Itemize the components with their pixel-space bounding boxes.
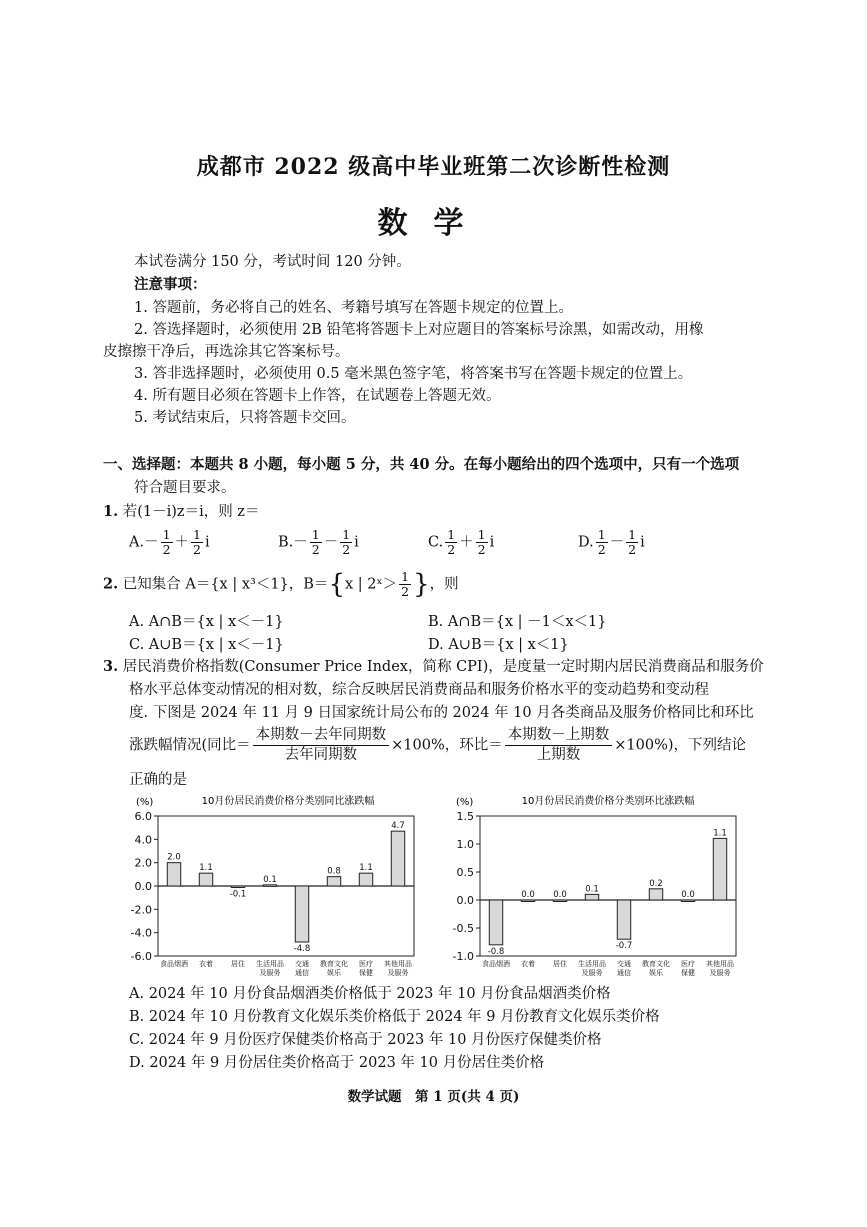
denominator: 2 xyxy=(193,542,201,557)
y-tick-label: -4.0 xyxy=(130,926,152,940)
bar xyxy=(713,838,726,900)
notice-item: 3. 答非选择题时，必须使用 0.5 毫米黑色签字笔，将答案书写在答题卡规定的位置上。 xyxy=(134,366,693,382)
subject-title: 数学 xyxy=(377,206,490,241)
y-tick-label: 0.0 xyxy=(456,894,474,907)
question-3-stem-line: 正确的是 xyxy=(129,772,187,788)
question-3-stem-line: 度. 下图是 2024 年 11 月 9 日国家统计局公布的 2024 年 10 月各类商品及服务价格同比和环比 xyxy=(129,705,754,721)
question-text: ×100%)，下列结论 xyxy=(614,737,747,754)
question-number: 3. xyxy=(103,658,119,675)
data-label: 0.1 xyxy=(263,874,277,885)
data-label: -0.7 xyxy=(615,941,633,952)
bar xyxy=(617,900,630,939)
question-1-option-a xyxy=(129,528,210,557)
data-label: 2.0 xyxy=(167,852,181,863)
category-label: 教育文化 xyxy=(320,960,348,968)
denominator: 去年同期数 xyxy=(284,747,358,763)
fraction xyxy=(399,570,411,599)
question-1-option-d xyxy=(578,528,645,557)
category-label: 其他用品 xyxy=(384,960,412,968)
option-label: A. xyxy=(129,534,145,551)
question-3-option-b: B. 2024 年 10 月份教育文化娱乐类价格低于 2024 年 9 月份教育文化娱乐类价格 xyxy=(129,1009,660,1025)
category-label: 及服务 xyxy=(387,969,409,977)
y-tick-label: 1.0 xyxy=(456,838,474,851)
category-label: 通信 xyxy=(295,969,309,977)
data-label: -0.8 xyxy=(487,946,505,957)
notice-item: 1. 答题前，务必将自己的姓名、考籍号填写在答题卡规定的位置上。 xyxy=(134,300,573,316)
yoy-fraction xyxy=(253,726,390,765)
mom-bar-chart xyxy=(440,790,740,980)
data-label: -4.8 xyxy=(293,944,311,954)
numerator: 本期数－上期数 xyxy=(505,726,613,746)
question-text: 涨跌幅情况(同比＝ xyxy=(129,737,251,754)
notice-item: 5. 考试结束后，只将答题卡交回。 xyxy=(134,410,356,426)
denominator: 2 xyxy=(597,542,606,557)
fraction xyxy=(161,528,173,557)
data-label: -0.1 xyxy=(229,889,247,900)
imaginary-unit: i xyxy=(640,534,645,551)
data-label: 0.0 xyxy=(553,890,567,900)
option-label: B. xyxy=(278,534,294,551)
bar xyxy=(585,894,598,900)
category-label: 医疗 xyxy=(359,960,373,968)
notice-item: 2. 答选择题时，必须使用 2B 铅笔将答题卡上对应题目的答案标号涂黑，如需改动，用橡 xyxy=(134,322,704,338)
fraction xyxy=(596,528,608,557)
fraction xyxy=(191,528,203,557)
bar xyxy=(553,900,566,902)
bar xyxy=(327,877,340,886)
fraction xyxy=(340,528,352,557)
bar xyxy=(391,831,404,886)
question-2-stem xyxy=(103,570,459,599)
fraction xyxy=(310,528,322,557)
numerator: 1 xyxy=(311,527,320,542)
plus-sign: ＋ xyxy=(459,534,474,551)
denominator: 上期数 xyxy=(536,747,581,763)
fraction xyxy=(445,528,457,557)
bar xyxy=(295,886,308,942)
question-3-option-a: A. 2024 年 10 月份食品烟酒类价格低于 2023 年 10 月份食品烟酒类价格 xyxy=(129,986,611,1002)
category-label: 及服务 xyxy=(709,969,731,977)
data-label: 1.1 xyxy=(199,863,213,874)
y-tick-label: -6.0 xyxy=(130,950,152,963)
category-label: 交通 xyxy=(617,960,631,968)
denominator: 2 xyxy=(311,542,320,557)
bar xyxy=(489,900,502,945)
bar xyxy=(199,873,212,886)
y-tick-label: 0.5 xyxy=(456,866,474,879)
category-label: 生活用品 xyxy=(256,960,284,968)
fraction xyxy=(626,528,638,557)
question-text-end: ，则 xyxy=(429,576,459,593)
numerator: 本期数－去年同期数 xyxy=(253,726,390,746)
question-2-option-a: A. A∩B＝{x | x＜－1} xyxy=(129,614,284,630)
right-brace: } xyxy=(413,569,430,600)
chart-plot-yoy xyxy=(131,810,414,977)
question-1-option-c xyxy=(428,528,494,557)
bar xyxy=(359,873,372,886)
section-heading: 一、选择题：本题共 8 小题，每小题 5 分，共 40 分。在每小题给出的四个选项中，只有一个选项 xyxy=(103,456,740,473)
minus-sign: － xyxy=(609,534,625,551)
bar xyxy=(263,885,276,887)
chart-ylabel: (%) xyxy=(456,797,474,808)
y-tick-label: 6.0 xyxy=(134,810,152,823)
question-2-option-b: B. A∩B＝{x | －1＜x＜1} xyxy=(428,614,607,630)
numerator: 1 xyxy=(401,569,410,584)
y-tick-label: 0.0 xyxy=(134,880,152,893)
page-title: 成都市 2022 级高中毕业班第二次诊断性检测 xyxy=(196,154,671,180)
question-text: 居民消费价格指数(Consumer Price Index，简称 CPI)，是度量一定时期内居民消费商品和服务价 xyxy=(122,659,764,675)
category-label: 居住 xyxy=(553,960,567,968)
category-label: 娱乐 xyxy=(327,969,341,977)
category-label: 及服务 xyxy=(581,969,603,977)
plot-frame xyxy=(480,816,736,956)
data-label: 0.8 xyxy=(327,866,341,877)
data-label: 4.7 xyxy=(391,821,405,832)
question-2-option-d: D. A∪B＝{x | x＜1} xyxy=(428,637,569,653)
denominator: 2 xyxy=(477,542,486,557)
denominator: 2 xyxy=(447,542,456,557)
data-label: 0.0 xyxy=(521,890,535,900)
denominator: 2 xyxy=(162,542,171,557)
data-label: 0.2 xyxy=(649,878,663,889)
category-label: 通信 xyxy=(617,969,631,977)
minus-sign: － xyxy=(293,534,308,551)
question-3-stem-line: 格水平总体变动情况的相对数，综合反映居民消费商品和服务价格水平的变动趋势和变动程 xyxy=(129,682,709,698)
bar xyxy=(231,886,244,888)
numerator: 1 xyxy=(477,527,486,542)
bar xyxy=(681,900,694,902)
bar xyxy=(521,900,534,902)
imaginary-unit: i xyxy=(205,534,210,551)
question-1-stem xyxy=(103,502,259,522)
question-number: 2. xyxy=(103,575,119,593)
minus-sign: － xyxy=(144,534,159,551)
denominator: 2 xyxy=(628,542,637,557)
question-text: 若(1－i)z＝i，则 z＝ xyxy=(122,504,260,520)
question-1-option-b xyxy=(278,528,359,557)
data-label: 0.1 xyxy=(585,884,599,895)
y-tick-label: 4.0 xyxy=(134,833,152,847)
category-label: 保健 xyxy=(359,969,373,977)
category-label: 居住 xyxy=(231,960,245,968)
chart-plot-mom xyxy=(453,810,736,977)
question-2-option-c: C. A∪B＝{x | x＜－1} xyxy=(129,637,284,653)
numerator: 1 xyxy=(342,527,351,542)
denominator: 2 xyxy=(401,584,410,599)
section-heading-cont: 符合题目要求。 xyxy=(134,480,236,496)
category-label: 及服务 xyxy=(259,969,281,977)
bar xyxy=(167,863,180,886)
category-label: 其他用品 xyxy=(706,960,734,968)
data-label: 1.1 xyxy=(713,828,727,839)
category-label: 教育文化 xyxy=(642,960,670,968)
numerator: 1 xyxy=(193,527,201,542)
mom-fraction xyxy=(505,726,613,765)
y-tick-label: -1.0 xyxy=(452,950,474,963)
option-label: C. xyxy=(428,534,444,551)
category-label: 交通 xyxy=(295,960,309,968)
data-label: 0.0 xyxy=(681,890,695,900)
chart-ylabel: (%) xyxy=(136,797,154,808)
left-brace: { xyxy=(328,569,345,600)
chart-title: 10月份居民消费价格分类别同比涨跌幅 xyxy=(201,796,375,807)
exam-intro: 本试卷满分 150 分，考试时间 120 分钟。 xyxy=(134,254,411,270)
category-label: 生活用品 xyxy=(578,960,606,968)
numerator: 1 xyxy=(597,527,606,542)
y-tick-label: 2.0 xyxy=(134,856,152,870)
question-text: 已知集合 A＝{x | x³＜1}，B＝ xyxy=(122,576,329,593)
page-footer: 数学试题 第 1 页(共 4 页) xyxy=(347,1089,520,1105)
denominator: 2 xyxy=(342,542,351,557)
category-label: 保健 xyxy=(681,969,695,977)
question-3-stem-line xyxy=(103,657,764,677)
imaginary-unit: i xyxy=(489,534,495,551)
notice-item: 皮擦擦干净后，再选涂其它答案标号。 xyxy=(103,344,350,360)
question-3-option-d: D. 2024 年 9 月份居住类价格高于 2023 年 10 月份居住类价格 xyxy=(129,1055,545,1071)
question-3-option-c: C. 2024 年 9 月份医疗保健类价格高于 2023 年 10 月份医疗保健类价格 xyxy=(129,1032,602,1048)
set-b-condition: x | 2ˣ＞ xyxy=(344,576,398,593)
data-label: 1.1 xyxy=(359,863,373,874)
chart-title: 10月份居民消费价格分类别环比涨跌幅 xyxy=(521,796,695,807)
question-3-formula-line xyxy=(129,726,746,765)
category-label: 食品烟酒 xyxy=(160,960,188,968)
numerator: 1 xyxy=(628,527,637,542)
bar xyxy=(649,889,662,900)
imaginary-unit: i xyxy=(354,534,359,551)
category-label: 娱乐 xyxy=(649,969,663,977)
category-label: 衣着 xyxy=(521,960,535,968)
question-number: 1. xyxy=(103,503,119,520)
notice-item: 4. 所有题目必须在答题卡上作答，在试题卷上答题无效。 xyxy=(134,388,501,404)
category-label: 衣着 xyxy=(199,960,213,968)
category-label: 食品烟酒 xyxy=(482,960,510,968)
numerator: 1 xyxy=(447,527,456,542)
category-label: 医疗 xyxy=(681,960,695,968)
plus-sign: ＋ xyxy=(174,534,190,551)
y-tick-label: -2.0 xyxy=(130,903,152,917)
y-tick-label: -0.5 xyxy=(452,922,474,935)
option-label: D. xyxy=(578,534,594,551)
y-tick-label: 1.5 xyxy=(456,810,474,823)
question-text: ×100%，环比＝ xyxy=(391,737,503,754)
minus-sign: － xyxy=(323,534,339,551)
numerator: 1 xyxy=(162,527,171,542)
fraction xyxy=(476,528,488,557)
notice-title: 注意事项： xyxy=(134,276,207,293)
yoy-bar-chart xyxy=(118,790,418,980)
